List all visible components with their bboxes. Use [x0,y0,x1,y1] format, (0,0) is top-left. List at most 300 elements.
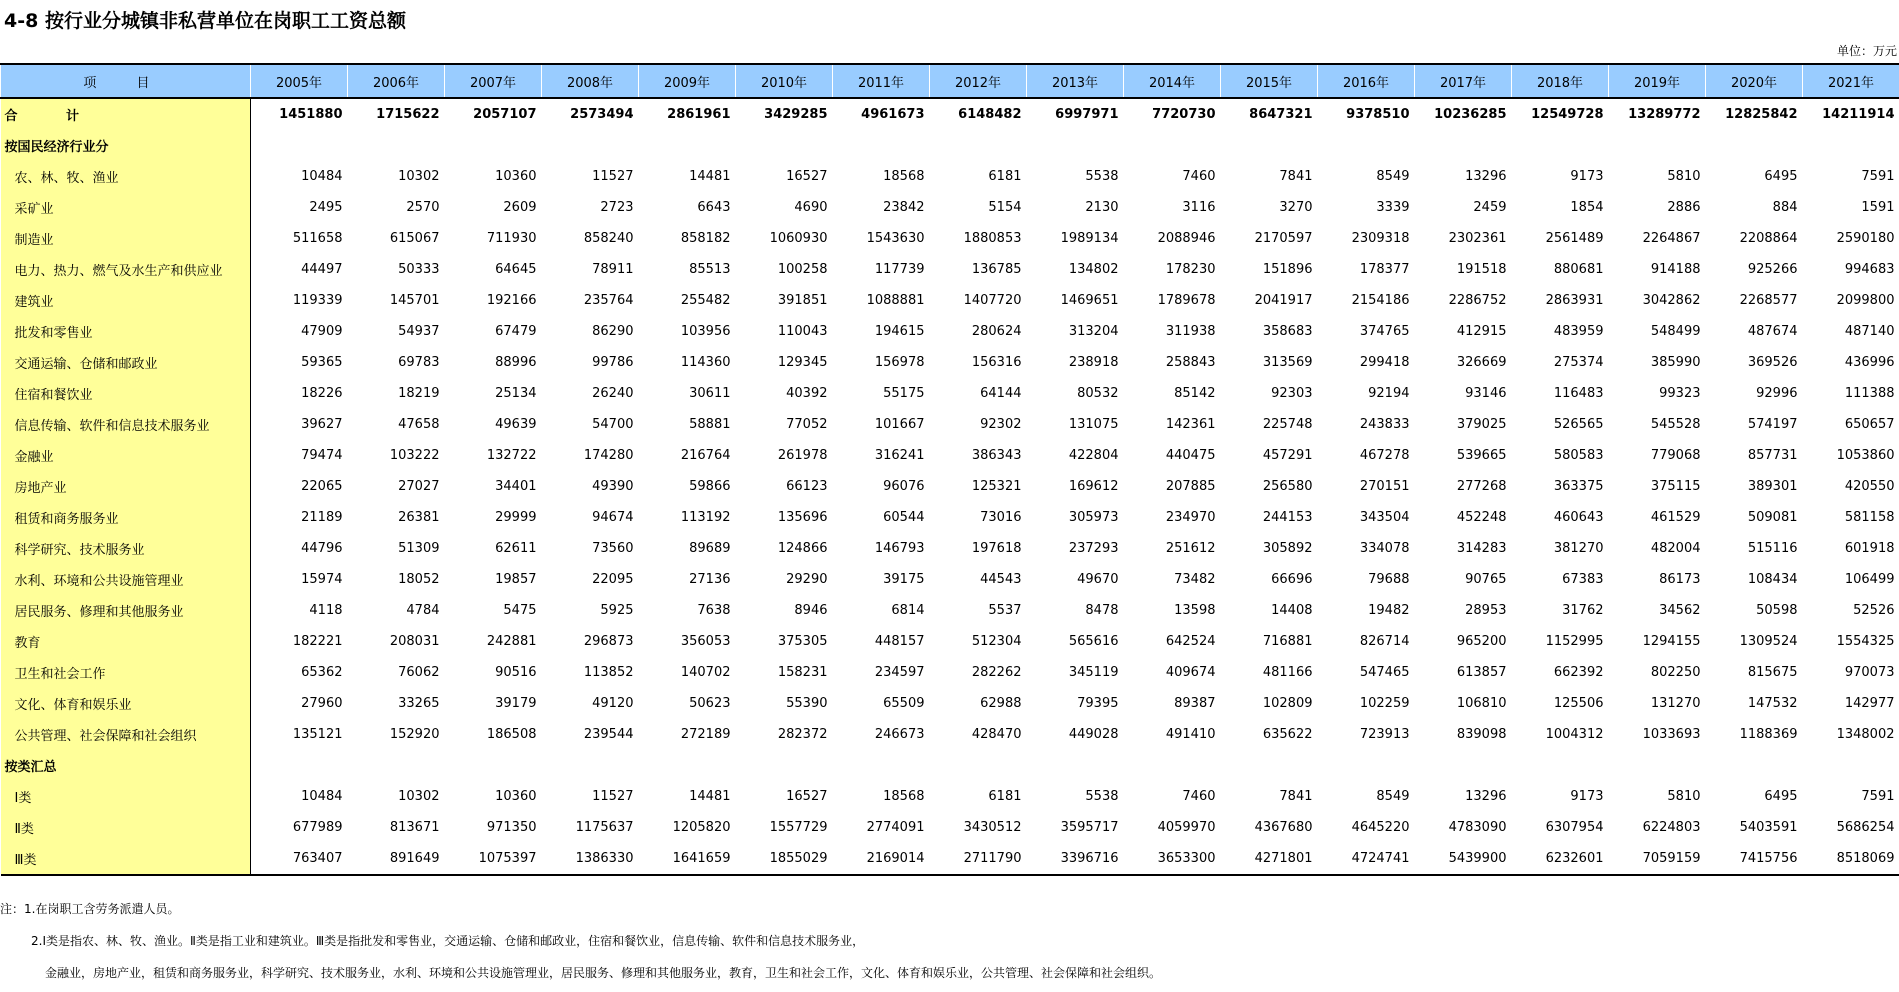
value-cell: 356053 [680,634,731,649]
value-cell: 449028 [1068,727,1119,742]
value-cell: 5925 [600,603,634,618]
value-cell: 10302 [398,169,440,184]
value-cell: 238918 [1068,355,1119,370]
value-cell: 581158 [1844,510,1895,525]
year-header: 2019年 [1609,64,1706,98]
value-cell: 548499 [1650,324,1701,339]
value-cell: 136785 [971,262,1022,277]
value-cell: 23842 [883,200,925,215]
value-cell: 711930 [486,231,537,246]
value-cell: 66123 [786,479,828,494]
value-cell: 62611 [495,541,537,556]
value-cell: 51309 [398,541,440,556]
value-cell: 884 [1772,200,1798,215]
row-label [1,626,251,657]
value-cell: 40392 [786,386,828,401]
value-cell: 156978 [874,355,925,370]
value-cell [1803,130,1899,161]
value-cell: 186508 [486,727,537,742]
value-cell: 77052 [786,417,828,432]
value-cell: 67383 [1562,572,1604,587]
value-cell: 971350 [486,820,537,835]
row-label [1,440,251,471]
value-cell [1609,750,1706,781]
year-header: 2017年 [1415,64,1512,98]
value-cell: 7591 [1861,789,1895,804]
value-cell: 131075 [1068,417,1119,432]
value-cell: 92194 [1368,386,1410,401]
item-column-header: 项 目 [1,64,251,98]
value-cell: 483959 [1553,324,1604,339]
value-cell: 6307954 [1545,820,1604,835]
value-cell: 815675 [1747,665,1798,680]
value-cell: 296873 [583,634,634,649]
value-cell: 27136 [689,572,731,587]
value-cell: 102809 [1262,696,1313,711]
value-cell: 39179 [495,696,537,711]
year-header: 2005年 [251,64,348,98]
value-cell: 270151 [1359,479,1410,494]
value-cell: 858240 [583,231,634,246]
value-cell: 7415756 [1706,843,1803,875]
value-cell: 13289772 [1628,107,1701,122]
value-cell: 110043 [777,324,828,339]
year-header: 2010年 [736,64,833,98]
row-label-text: 农、林、牧、渔业 [14,171,119,186]
value-cell [1803,750,1899,781]
value-cell: 5538 [1085,789,1119,804]
value-cell: 8647321 [1249,107,1313,122]
year-header: 2013年 [1027,64,1124,98]
value-cell [1706,130,1803,161]
value-cell: 314283 [1456,541,1507,556]
value-cell: 2774091 [866,820,925,835]
value-cell: 93146 [1465,386,1507,401]
value-cell: 73482 [1174,572,1216,587]
value-cell: 1880853 [963,231,1022,246]
value-cell: 272189 [680,727,731,742]
table-header-row [1,64,1899,98]
value-cell: 5403591 [1739,820,1798,835]
row-label-text: 水利、环境和公共设施管理业 [14,574,184,589]
value-cell: 511658 [292,231,343,246]
value-cell: 114360 [680,355,731,370]
value-cell: 3270 [1279,200,1313,215]
value-cell [1221,750,1318,781]
value-cell: 151896 [1262,262,1313,277]
value-cell: 90765 [1465,572,1507,587]
value-cell: 6148482 [958,107,1022,122]
value-cell: 80532 [1077,386,1119,401]
value-cell: 2268577 [1739,293,1798,308]
value-cell: 802250 [1650,665,1701,680]
table-row [1,812,1899,843]
value-cell: 316241 [874,448,925,463]
value-cell: 574197 [1747,417,1798,432]
value-cell: 47658 [398,417,440,432]
row-label-text: 建筑业 [14,295,54,310]
value-cell: 158231 [777,665,828,680]
value-cell: 385990 [1650,355,1701,370]
value-cell: 169612 [1068,479,1119,494]
table-row [1,719,1899,750]
value-cell: 2609 [503,200,537,215]
value-cell: 277268 [1456,479,1507,494]
value-cell: 256580 [1262,479,1313,494]
value-cell: 375305 [777,634,828,649]
value-cell [1124,130,1221,161]
table-body [1,98,1899,875]
value-cell: 547465 [1359,665,1410,680]
value-cell: 7841 [1279,789,1313,804]
row-label-text: 金融业 [14,450,54,465]
value-cell [445,750,542,781]
value-cell: 9173 [1570,789,1604,804]
row-label [1,843,251,875]
value-cell: 13296 [1465,169,1507,184]
row-label-text: 交通运输、仓储和邮政业 [14,357,158,372]
value-cell: 7591 [1861,169,1895,184]
value-cell [251,750,348,781]
value-cell: 7638 [697,603,731,618]
value-cell: 2495 [309,200,343,215]
year-header: 2016年 [1318,64,1415,98]
value-cell: 1543630 [866,231,925,246]
value-cell: 5810 [1667,789,1701,804]
row-label-text: Ⅱ类 [14,822,34,837]
value-cell: 4690 [794,200,828,215]
section-header-row [1,750,1899,781]
value-cell: 858182 [680,231,731,246]
value-cell: 79688 [1368,572,1410,587]
value-cell: 7059159 [1609,843,1706,875]
value-cell: 119339 [292,293,343,308]
value-cell: 59365 [301,355,343,370]
value-cell: 261978 [777,448,828,463]
value-cell: 2711790 [930,843,1027,875]
value-cell: 6495 [1764,169,1798,184]
value-cell: 4367680 [1254,820,1313,835]
value-cell: 2099800 [1836,293,1895,308]
table-row [1,347,1899,378]
value-cell: 482004 [1650,541,1701,556]
value-cell: 14481 [689,789,731,804]
value-cell: 6495 [1764,789,1798,804]
value-cell: 21189 [301,510,343,525]
note-3: 金融业，房地产业，租赁和商务服务业，科学研究、技术服务业，水利、环境和公共设施管理业，居民服务、修理和其他服务业，教育，卫生和社会工作，文化、体育和娱乐业，公共管理、社会保障和社会组织。 [45,966,1162,980]
value-cell: 436996 [1844,355,1895,370]
row-label [1,409,251,440]
value-cell: 192166 [486,293,537,308]
value-cell: 54937 [398,324,440,339]
value-cell: 2573494 [570,107,634,122]
value-cell: 124866 [777,541,828,556]
value-cell [1415,750,1512,781]
row-label [1,657,251,688]
value-cell: 146793 [874,541,925,556]
value-cell: 92303 [1271,386,1313,401]
value-cell: 86290 [592,324,634,339]
value-cell: 73016 [980,510,1022,525]
value-cell: 467278 [1359,448,1410,463]
value-cell: 85142 [1174,386,1216,401]
value-cell: 4645220 [1351,820,1410,835]
value-cell: 13598 [1174,603,1216,618]
value-cell: 26381 [398,510,440,525]
value-cell [445,130,542,161]
value-cell: 18052 [398,572,440,587]
value-cell: 1407720 [963,293,1022,308]
row-label [1,781,251,812]
value-cell: 363375 [1553,479,1604,494]
value-cell: 6232601 [1512,843,1609,875]
page-title: 4-8 按行业分城镇非私营单位在岗职工工资总额 [4,10,406,32]
value-cell: 6997971 [1055,107,1119,122]
value-cell: 3339 [1376,200,1410,215]
value-cell: 1591 [1861,200,1895,215]
value-cell: 334078 [1359,541,1410,556]
value-cell: 391851 [777,293,828,308]
value-cell: 116483 [1553,386,1604,401]
value-cell: 1309524 [1739,634,1798,649]
value-cell [1512,130,1609,161]
value-cell [542,750,639,781]
value-cell: 642524 [1165,634,1216,649]
value-cell: 381270 [1553,541,1604,556]
value-cell: 100258 [777,262,828,277]
value-cell: 208031 [389,634,440,649]
value-cell [833,750,930,781]
value-cell [1318,750,1415,781]
table-row [1,657,1899,688]
value-cell: 55175 [883,386,925,401]
value-cell: 3653300 [1124,843,1221,875]
value-cell: 2863931 [1545,293,1604,308]
value-cell: 244153 [1262,510,1313,525]
value-cell: 182221 [292,634,343,649]
row-label [1,471,251,502]
value-cell: 34401 [495,479,537,494]
table-row [1,192,1899,223]
value-cell: 965200 [1456,634,1507,649]
value-cell: 12825842 [1725,107,1798,122]
value-cell: 452248 [1456,510,1507,525]
value-cell: 96076 [883,479,925,494]
row-label [1,192,251,223]
value-cell: 1188369 [1739,727,1798,742]
value-cell: 89387 [1174,696,1216,711]
value-cell: 2169014 [833,843,930,875]
value-cell: 47909 [301,324,343,339]
value-cell: 234597 [874,665,925,680]
value-cell [1124,750,1221,781]
value-cell: 4271801 [1221,843,1318,875]
value-cell: 234970 [1165,510,1216,525]
row-label-text: 按类汇总 [4,760,57,775]
value-cell: 2264867 [1642,231,1701,246]
row-label-text: 卫生和社会工作 [14,667,106,682]
value-cell: 1789678 [1157,293,1216,308]
value-cell: 30611 [689,386,731,401]
year-header: 2018年 [1512,64,1609,98]
value-cell: 140702 [680,665,731,680]
value-cell: 2041917 [1254,293,1313,308]
value-cell: 11527 [592,169,634,184]
value-cell: 7460 [1182,169,1216,184]
value-cell: 813671 [389,820,440,835]
value-cell: 49639 [495,417,537,432]
value-cell: 1855029 [736,843,833,875]
value-cell: 6224803 [1642,820,1701,835]
value-cell: 4961673 [861,107,925,122]
value-cell: 125506 [1553,696,1604,711]
value-cell: 1989134 [1060,231,1119,246]
table-row [1,316,1899,347]
table-row [1,843,1899,875]
value-cell: 129345 [777,355,828,370]
value-cell: 243833 [1359,417,1410,432]
value-cell: 1557729 [769,820,828,835]
value-cell: 9173 [1570,169,1604,184]
value-cell: 54700 [592,417,634,432]
value-cell: 723913 [1359,727,1410,742]
value-cell: 305892 [1262,541,1313,556]
value-cell: 662392 [1553,665,1604,680]
row-label [1,223,251,254]
value-cell: 509081 [1747,510,1798,525]
value-cell: 515116 [1747,541,1798,556]
row-label-text: 信息传输、软件和信息技术服务业 [14,419,210,434]
value-cell: 55390 [786,696,828,711]
value-cell: 22095 [592,572,634,587]
value-cell: 2590180 [1836,231,1895,246]
value-cell: 142361 [1165,417,1216,432]
value-cell: 44497 [301,262,343,277]
table-row [1,595,1899,626]
value-cell: 50598 [1756,603,1798,618]
table-row [1,254,1899,285]
value-cell: 33265 [398,696,440,711]
row-label-text: 住宿和餐饮业 [14,388,93,403]
row-label-text: 公共管理、社会保障和社会组织 [14,729,197,744]
value-cell: 18568 [883,169,925,184]
year-header: 2009年 [639,64,736,98]
value-cell: 90516 [495,665,537,680]
value-cell: 635622 [1262,727,1313,742]
value-cell: 343504 [1359,510,1410,525]
value-cell: 299418 [1359,355,1410,370]
note-2: 2.Ⅰ类是指农、林、牧、渔业。Ⅱ类是指工业和建筑业。Ⅲ类是指批发和零售业，交通运输、仓储和邮政业，住宿和餐饮业，信息传输、软件和信息技术服务业， [31,934,865,948]
value-cell: 66696 [1271,572,1313,587]
value-cell: 106499 [1844,572,1895,587]
value-cell: 440475 [1165,448,1216,463]
value-cell: 280624 [971,324,1022,339]
value-cell: 970073 [1844,665,1895,680]
value-cell: 8549 [1376,169,1410,184]
value-cell: 1715622 [376,107,440,122]
value-cell: 1641659 [639,843,736,875]
value-cell: 2208864 [1739,231,1798,246]
value-cell: 565616 [1068,634,1119,649]
value-cell [1512,750,1609,781]
table-row [1,781,1899,812]
value-cell: 412915 [1456,324,1507,339]
value-cell: 2723 [600,200,634,215]
value-cell: 10484 [301,789,343,804]
row-label-text: 居民服务、修理和其他服务业 [14,605,184,620]
year-header: 2015年 [1221,64,1318,98]
year-header: 2014年 [1124,64,1221,98]
value-cell: 1075397 [445,843,542,875]
row-label [1,130,251,161]
value-cell: 8478 [1085,603,1119,618]
row-label-text: 采矿业 [14,202,54,217]
value-cell [1415,130,1512,161]
value-cell: 282262 [971,665,1022,680]
value-cell: 22065 [301,479,343,494]
value-cell [1027,130,1124,161]
value-cell: 580583 [1553,448,1604,463]
value-cell: 5538 [1085,169,1119,184]
value-cell: 1033693 [1642,727,1701,742]
value-cell: 19482 [1368,603,1410,618]
value-cell: 58881 [689,417,731,432]
value-cell [1318,130,1415,161]
value-cell: 60544 [883,510,925,525]
year-header: 2006年 [348,64,445,98]
value-cell [930,130,1027,161]
value-cell: 13296 [1465,789,1507,804]
value-cell: 613857 [1456,665,1507,680]
value-cell: 26240 [592,386,634,401]
value-cell: 18568 [883,789,925,804]
value-cell: 512304 [971,634,1022,649]
value-cell: 1053860 [1836,448,1895,463]
row-label [1,688,251,719]
value-cell: 857731 [1747,448,1798,463]
value-cell: 386343 [971,448,1022,463]
value-cell: 117739 [874,262,925,277]
value-cell: 39175 [883,572,925,587]
value-cell: 428470 [971,727,1022,742]
value-cell: 258843 [1165,355,1216,370]
value-cell: 44796 [301,541,343,556]
value-cell [1027,750,1124,781]
value-cell: 275374 [1553,355,1604,370]
value-cell: 2057107 [473,107,537,122]
row-label-text: Ⅲ类 [14,853,37,868]
value-cell: 601918 [1844,541,1895,556]
value-cell: 27960 [301,696,343,711]
value-cell [639,130,736,161]
value-cell: 73560 [592,541,634,556]
value-cell: 102259 [1359,696,1410,711]
row-label [1,595,251,626]
value-cell: 8549 [1376,789,1410,804]
value-cell: 65362 [301,665,343,680]
value-cell: 251612 [1165,541,1216,556]
value-cell: 5439900 [1415,843,1512,875]
value-cell: 16527 [786,789,828,804]
value-cell: 282372 [777,727,828,742]
table-row [1,502,1899,533]
value-cell: 7460 [1182,789,1216,804]
value-cell: 174280 [583,448,634,463]
row-label [1,502,251,533]
year-header: 2021年 [1803,64,1899,98]
value-cell: 31762 [1562,603,1604,618]
value-cell: 92996 [1756,386,1798,401]
